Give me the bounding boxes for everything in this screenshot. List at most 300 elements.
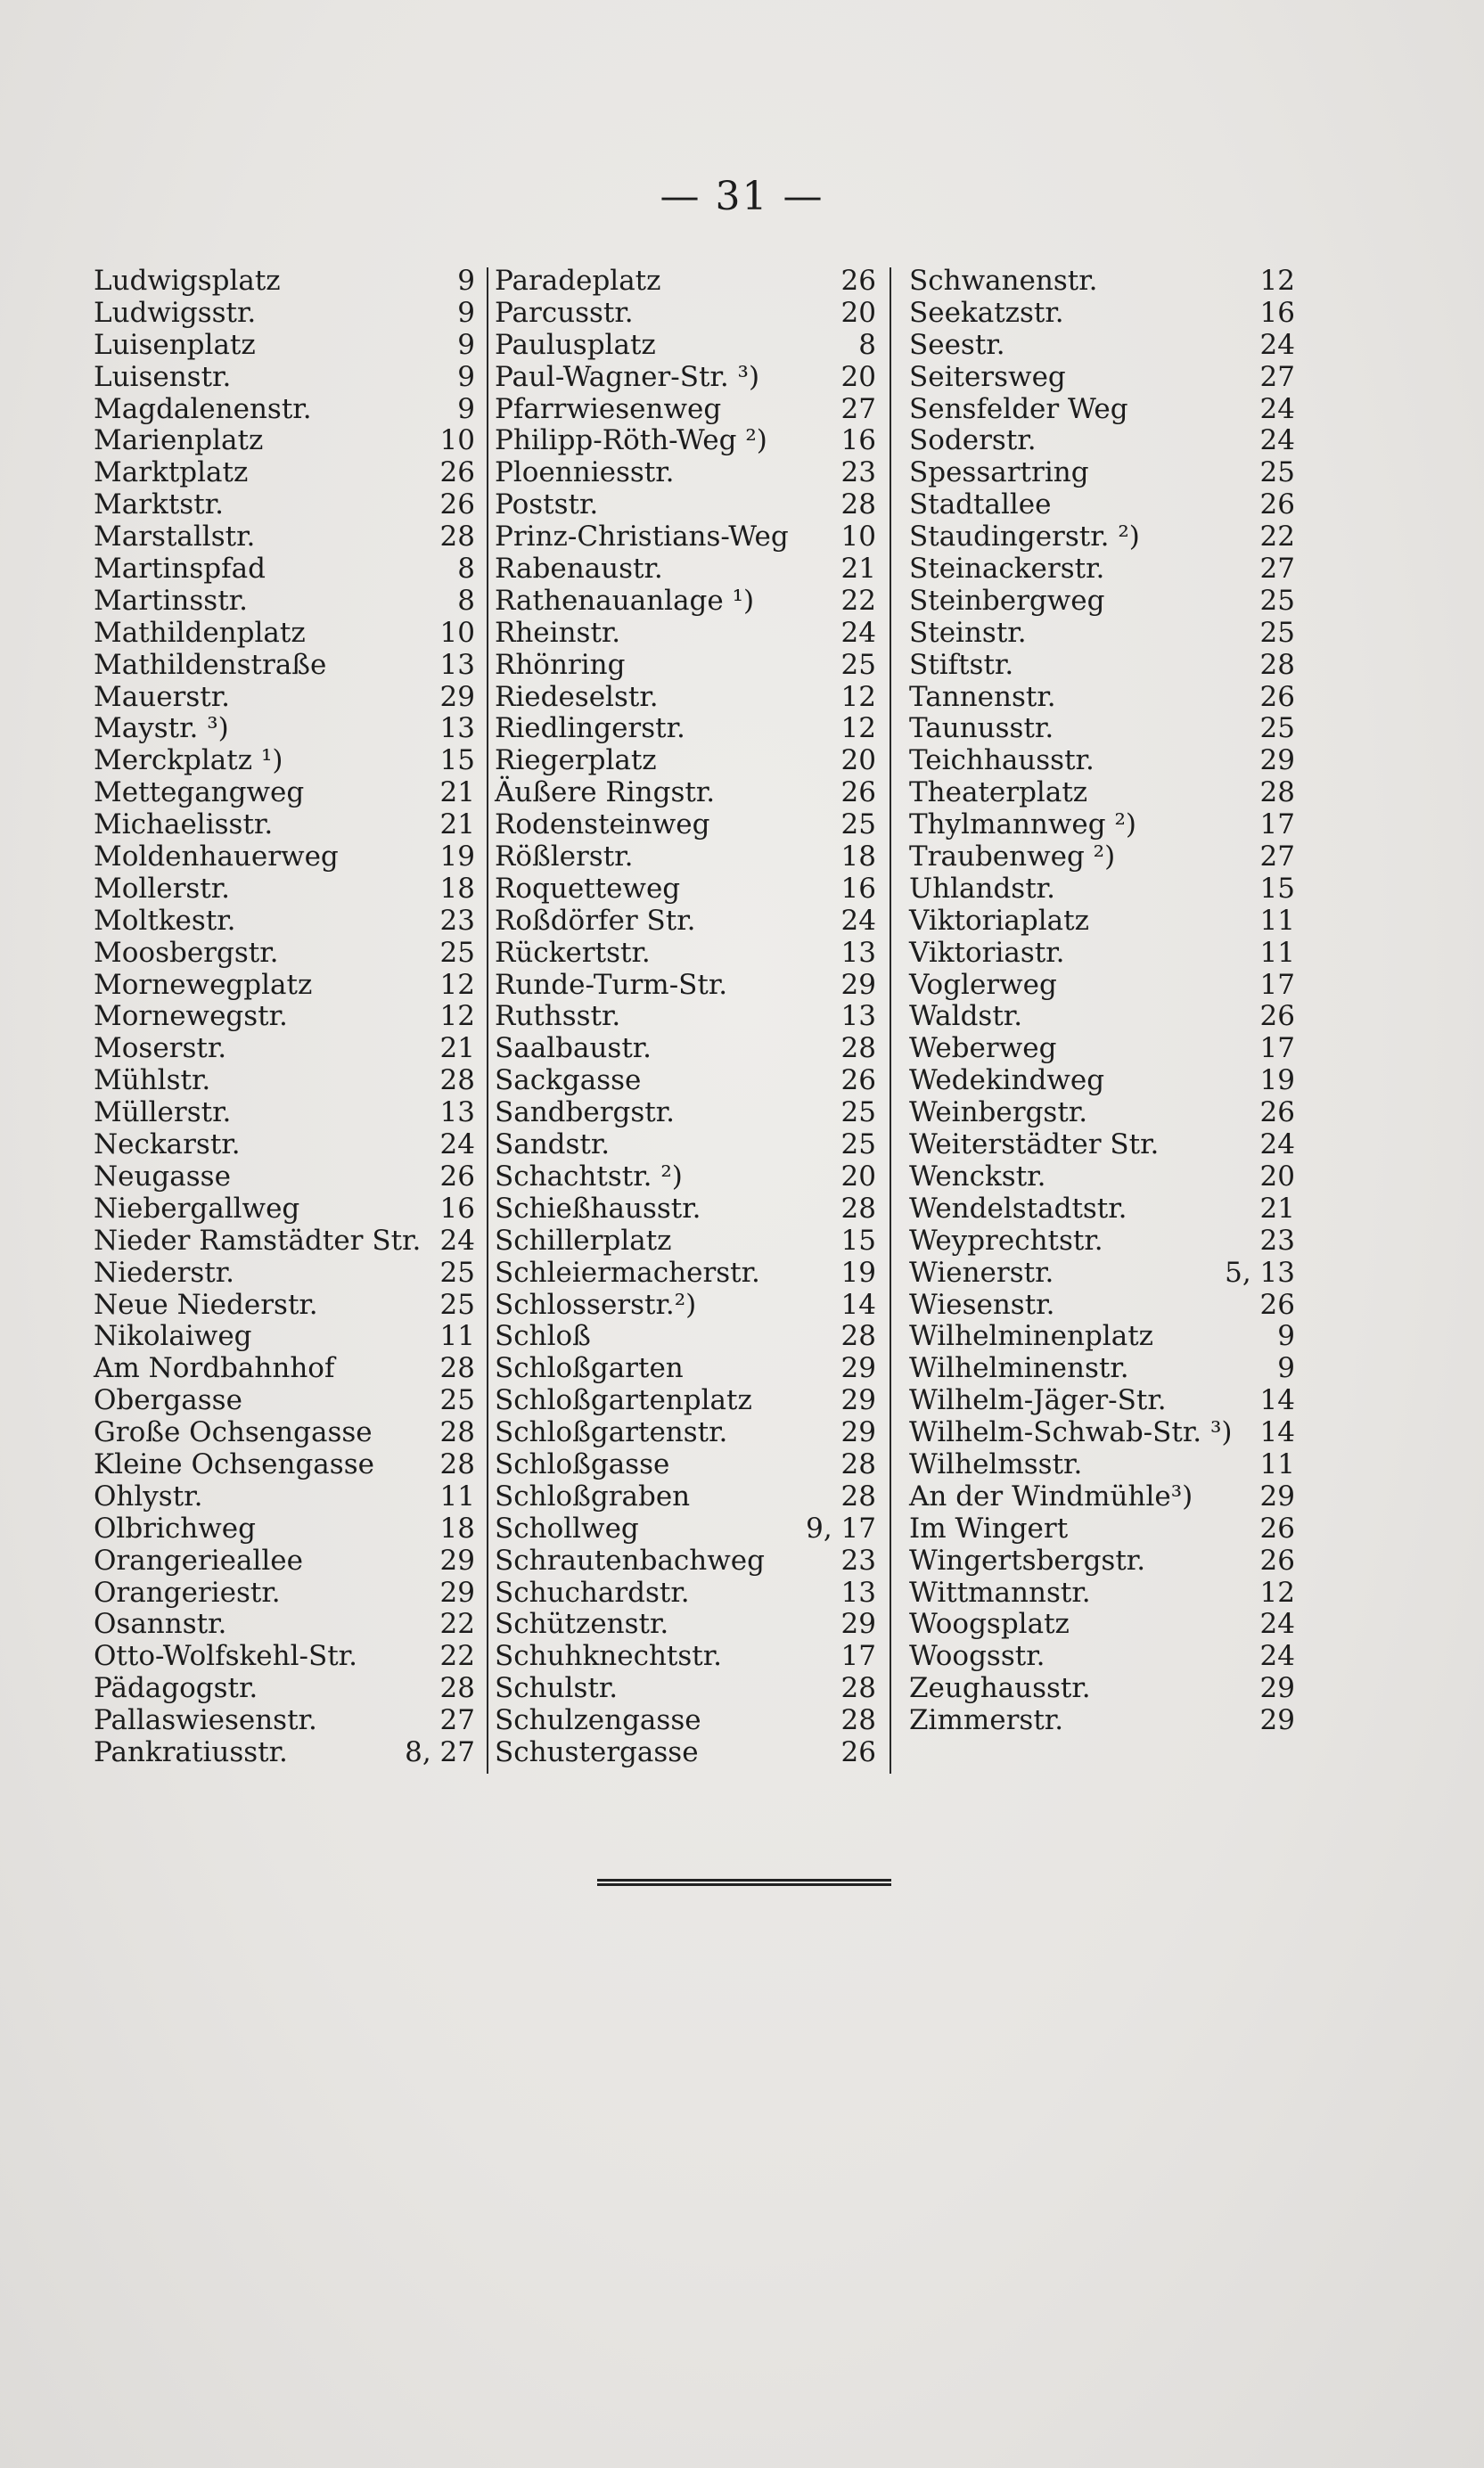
index-entry xyxy=(909,1672,1295,1705)
index-entry xyxy=(495,298,876,330)
street-name: Mathildenstraße xyxy=(94,648,327,681)
street-name: Otto-Wolfskehl-Str. xyxy=(94,1640,357,1673)
page-reference: 26 xyxy=(1259,1288,1295,1321)
street-name: Mornewegplatz xyxy=(94,968,313,1001)
page-reference: 25 xyxy=(840,1128,876,1161)
page-reference: 15 xyxy=(840,1224,876,1257)
index-entry xyxy=(495,362,876,394)
page-reference: 25 xyxy=(840,1096,876,1129)
page-reference: 9 xyxy=(1277,1352,1295,1385)
index-entry xyxy=(909,1352,1295,1385)
page-reference: 29 xyxy=(1259,1672,1295,1705)
page-reference: 26 xyxy=(840,1064,876,1097)
index-entry xyxy=(495,841,876,873)
page-reference: 24 xyxy=(1259,392,1295,425)
street-name: Wilhelmsstr. xyxy=(909,1447,1083,1480)
page-reference: 26 xyxy=(1259,1000,1295,1033)
street-name: Schloßgartenstr. xyxy=(495,1416,728,1449)
street-name: Thylmannweg ²) xyxy=(909,808,1136,841)
index-entry xyxy=(94,650,475,682)
street-name: Rodensteinweg xyxy=(495,808,710,841)
page-reference: 16 xyxy=(1259,296,1295,329)
page-reference: 20 xyxy=(840,1160,876,1193)
street-name: Moserstr. xyxy=(94,1032,227,1065)
street-name: Tannenstr. xyxy=(909,680,1056,713)
page-reference: 9 xyxy=(457,392,475,425)
index-entry xyxy=(495,457,876,489)
page-reference: 29 xyxy=(840,1352,876,1385)
street-name: Schwanenstr. xyxy=(909,265,1098,297)
street-name: Schulstr. xyxy=(495,1672,619,1705)
index-entry xyxy=(94,553,475,586)
street-name: Müllerstr. xyxy=(94,1096,232,1129)
index-entry xyxy=(94,586,475,618)
page-reference: 13 xyxy=(439,712,475,745)
street-name: Marktstr. xyxy=(94,488,224,521)
street-name: Moosbergstr. xyxy=(94,936,279,969)
index-entry xyxy=(94,362,475,394)
street-name: Parcusstr. xyxy=(495,296,634,329)
street-name: Steinackerstr. xyxy=(909,553,1105,586)
page-reference: 11 xyxy=(1259,1447,1295,1480)
street-name: Mühlstr. xyxy=(94,1064,211,1097)
page-reference: 29 xyxy=(1259,744,1295,777)
page-reference: 28 xyxy=(840,1032,876,1065)
index-entry xyxy=(94,425,475,457)
page-reference: 26 xyxy=(840,1735,876,1768)
page-reference: 26 xyxy=(1259,1544,1295,1577)
street-name: Pädagogstr. xyxy=(94,1672,258,1705)
street-name: Wilhelm-Jäger-Str. xyxy=(909,1384,1167,1417)
street-name: Wedekindweg xyxy=(909,1064,1105,1097)
street-name: Moldenhauerweg xyxy=(94,840,339,873)
index-entry xyxy=(495,1705,876,1737)
page-reference: 28 xyxy=(439,1352,475,1385)
index-entry xyxy=(94,1578,475,1610)
index-entry xyxy=(909,1160,1295,1193)
index-entry xyxy=(909,265,1295,298)
page-reference: 28 xyxy=(439,1064,475,1097)
index-entry xyxy=(909,521,1295,553)
page-reference: 19 xyxy=(840,1256,876,1289)
index-entry xyxy=(94,1129,475,1161)
index-entry xyxy=(94,1321,475,1353)
index-entry xyxy=(909,1512,1295,1546)
street-name: Uhlandstr. xyxy=(909,872,1055,905)
page-reference: 14 xyxy=(1259,1416,1295,1449)
street-name: Sandbergstr. xyxy=(495,1096,676,1129)
index-entry xyxy=(495,1033,876,1065)
page-reference: 28 xyxy=(840,1192,876,1225)
index-entry xyxy=(94,1258,475,1290)
street-name: Schloßgasse xyxy=(495,1447,670,1480)
index-entry xyxy=(909,1096,1295,1129)
page-reference: 29 xyxy=(840,1384,876,1417)
street-name: Weinbergstr. xyxy=(909,1096,1088,1129)
street-name: Niederstr. xyxy=(94,1256,235,1289)
page-reference: 9, 17 xyxy=(806,1512,876,1545)
index-entry xyxy=(909,1320,1295,1353)
street-name: Soderstr. xyxy=(909,424,1037,457)
page-reference: 12 xyxy=(439,1000,475,1033)
index-entry xyxy=(495,394,876,426)
page-reference: 11 xyxy=(1259,904,1295,937)
index-entry xyxy=(495,1161,876,1193)
page-reference: 28 xyxy=(840,1320,876,1353)
index-entry xyxy=(909,712,1295,745)
street-name: Maystr. ³) xyxy=(94,712,229,745)
index-entry xyxy=(94,1033,475,1065)
index-entry xyxy=(94,1385,475,1417)
index-entry xyxy=(495,1546,876,1578)
street-name: Neue Niederstr. xyxy=(94,1288,318,1321)
index-entry xyxy=(94,1161,475,1193)
index-entry xyxy=(909,1256,1295,1290)
street-name: Runde-Turm-Str. xyxy=(495,968,728,1001)
street-name: Wendelstadtstr. xyxy=(909,1192,1127,1225)
page-reference: 26 xyxy=(1259,1512,1295,1545)
index-entry xyxy=(94,745,475,777)
page-reference: 14 xyxy=(1259,1384,1295,1417)
index-entry xyxy=(495,650,876,682)
street-name: Neugasse xyxy=(94,1160,231,1193)
page-reference: 25 xyxy=(439,936,475,969)
index-entry xyxy=(495,618,876,650)
index-entry xyxy=(909,1224,1295,1258)
street-name: Niebergallweg xyxy=(94,1192,300,1225)
index-entry xyxy=(495,1065,876,1097)
index-entry xyxy=(94,1641,475,1673)
index-entry xyxy=(94,457,475,489)
page-reference: 22 xyxy=(840,584,876,617)
street-name: Philipp-Röth-Weg ²) xyxy=(495,424,767,457)
page-reference: 17 xyxy=(1259,1032,1295,1065)
page-reference: 13 xyxy=(840,1576,876,1609)
index-entry xyxy=(495,1258,876,1290)
street-name: Wittmannstr. xyxy=(909,1576,1091,1609)
street-name: Schloßgarten xyxy=(495,1352,684,1385)
page-reference: 24 xyxy=(439,1128,475,1161)
index-entry xyxy=(495,425,876,457)
page-reference: 23 xyxy=(1259,1224,1295,1257)
index-entry xyxy=(909,648,1295,682)
street-name: Waldstr. xyxy=(909,1000,1023,1033)
street-name: Steinstr. xyxy=(909,616,1027,649)
street-name: Ohlystr. xyxy=(94,1480,203,1513)
street-name: An der Windmühle³) xyxy=(909,1480,1193,1513)
index-entry xyxy=(495,1673,876,1705)
street-name: Mauerstr. xyxy=(94,680,230,713)
page-reference: 28 xyxy=(840,1672,876,1705)
street-name: Neckarstr. xyxy=(94,1128,241,1161)
page-reference: 29 xyxy=(840,1416,876,1449)
page-reference: 26 xyxy=(439,1160,475,1193)
index-entry xyxy=(909,1288,1295,1322)
index-entry xyxy=(94,1226,475,1258)
index-entry xyxy=(94,1065,475,1097)
page-reference: 22 xyxy=(439,1640,475,1673)
page-reference: 28 xyxy=(439,521,475,553)
index-entry xyxy=(495,713,876,745)
index-entry xyxy=(495,682,876,714)
street-name: Pfarrwiesenweg xyxy=(495,392,722,425)
index-entry xyxy=(94,394,475,426)
index-entry xyxy=(94,1673,475,1705)
page-reference: 24 xyxy=(1259,328,1295,361)
page-reference: 8 xyxy=(457,553,475,586)
index-entry xyxy=(94,1546,475,1578)
index-entry xyxy=(495,970,876,1002)
street-name: Mollerstr. xyxy=(94,872,231,905)
street-name: Schuchardstr. xyxy=(495,1576,690,1609)
street-name: Äußere Ringstr. xyxy=(495,776,716,809)
index-entry xyxy=(909,1447,1295,1481)
street-name: Pallaswiesenstr. xyxy=(94,1704,317,1737)
page-reference: 11 xyxy=(439,1320,475,1353)
index-entry xyxy=(909,456,1295,489)
page-reference: 21 xyxy=(439,1032,475,1065)
street-name: Roquetteweg xyxy=(495,872,681,905)
page-reference: 21 xyxy=(1259,1192,1295,1225)
index-entry xyxy=(909,616,1295,650)
page-reference: 5, 13 xyxy=(1225,1256,1295,1289)
street-name: Schloßgraben xyxy=(495,1480,691,1513)
page-reference: 29 xyxy=(1259,1704,1295,1737)
page-reference: 23 xyxy=(840,1544,876,1577)
street-name: Wienerstr. xyxy=(909,1256,1054,1289)
street-name: Wilhelm-Schwab-Str. ³) xyxy=(909,1416,1233,1449)
street-name: Schillerplatz xyxy=(495,1224,672,1257)
street-name: Sackgasse xyxy=(495,1064,642,1097)
page-reference: 26 xyxy=(439,456,475,489)
page-reference: 18 xyxy=(439,1512,475,1545)
index-entry xyxy=(909,488,1295,521)
index-entry xyxy=(94,713,475,745)
index-entry xyxy=(495,745,876,777)
page-reference: 10 xyxy=(439,424,475,457)
street-name: Im Wingert xyxy=(909,1512,1069,1545)
page-reference: 26 xyxy=(1259,488,1295,521)
street-name: Riegerplatz xyxy=(495,744,657,777)
index-entry xyxy=(495,1097,876,1129)
street-name: Viktoriastr. xyxy=(909,936,1065,969)
index-entry xyxy=(909,296,1295,330)
page-reference: 20 xyxy=(1259,1160,1295,1193)
street-name: Schleiermacherstr. xyxy=(495,1256,760,1289)
index-entry xyxy=(94,521,475,553)
street-name: Riedlingerstr. xyxy=(495,712,685,745)
index-entry xyxy=(94,682,475,714)
index-entry xyxy=(495,521,876,553)
index-entry xyxy=(909,360,1295,394)
street-name: Martinspfad xyxy=(94,553,266,586)
page-reference: 24 xyxy=(840,616,876,649)
index-entry xyxy=(495,1417,876,1449)
page-reference: 29 xyxy=(439,1576,475,1609)
page-reference: 16 xyxy=(840,872,876,905)
page-reference: 27 xyxy=(439,1704,475,1737)
index-entry xyxy=(495,1193,876,1226)
street-index xyxy=(94,266,1341,1781)
page-reference: 15 xyxy=(1259,872,1295,905)
street-name: Rathenauanlage ¹) xyxy=(495,584,755,617)
page-reference: 21 xyxy=(439,808,475,841)
index-entry xyxy=(94,330,475,362)
street-name: Luisenplatz xyxy=(94,328,256,361)
street-name: Saalbaustr. xyxy=(495,1032,652,1065)
index-entry xyxy=(94,809,475,841)
index-entry xyxy=(495,1609,876,1641)
street-name: Staudingerstr. ²) xyxy=(909,521,1140,553)
street-name: Stiftstr. xyxy=(909,648,1014,681)
index-entry xyxy=(495,938,876,970)
page-reference: 27 xyxy=(840,392,876,425)
index-entry xyxy=(909,424,1295,457)
street-name: Woogsstr. xyxy=(909,1640,1045,1673)
page-reference: 11 xyxy=(1259,936,1295,969)
page-reference: 19 xyxy=(1259,1064,1295,1097)
page-reference: 10 xyxy=(439,616,475,649)
index-entry xyxy=(495,489,876,521)
street-name: Mornewegstr. xyxy=(94,1000,288,1033)
street-name: Weberweg xyxy=(909,1032,1057,1065)
page-reference: 16 xyxy=(840,424,876,457)
page-reference: 21 xyxy=(439,776,475,809)
index-entry xyxy=(495,1737,876,1769)
street-name: Olbrichweg xyxy=(94,1512,256,1545)
street-name: Ruthsstr. xyxy=(495,1000,621,1033)
street-name: Merckplatz ¹) xyxy=(94,744,283,777)
page-reference: 12 xyxy=(1259,1576,1295,1609)
street-name: Mathildenplatz xyxy=(94,616,306,649)
street-name: Ludwigsplatz xyxy=(94,265,281,297)
page-reference: 16 xyxy=(439,1192,475,1225)
page-reference: 28 xyxy=(840,488,876,521)
street-name: Schlosserstr.²) xyxy=(495,1288,697,1321)
street-name: Schloßgartenplatz xyxy=(495,1384,752,1417)
page-reference: 22 xyxy=(439,1608,475,1641)
index-entry xyxy=(909,392,1295,426)
page-reference: 24 xyxy=(1259,1128,1295,1161)
page-reference: 12 xyxy=(840,680,876,713)
street-name: Spessartring xyxy=(909,456,1089,489)
closing-double-rule xyxy=(597,1879,891,1886)
page-reference: 28 xyxy=(840,1480,876,1513)
index-entry xyxy=(495,1481,876,1513)
page-reference: 25 xyxy=(1259,616,1295,649)
index-column-2 xyxy=(495,266,876,1769)
street-name: Schulzengasse xyxy=(495,1704,701,1737)
index-entry xyxy=(909,744,1295,777)
index-entry xyxy=(909,1192,1295,1226)
street-name: Martinsstr. xyxy=(94,584,248,617)
page-reference: 27 xyxy=(1259,840,1295,873)
page-reference: 9 xyxy=(457,265,475,297)
index-entry xyxy=(94,906,475,938)
page-reference: 24 xyxy=(439,1224,475,1257)
page-reference: 25 xyxy=(840,808,876,841)
page-reference: 19 xyxy=(439,840,475,873)
page-reference: 28 xyxy=(439,1672,475,1705)
street-name: Rößlerstr. xyxy=(495,840,634,873)
street-name: Wenckstr. xyxy=(909,1160,1046,1193)
page-reference: 23 xyxy=(439,904,475,937)
index-entry xyxy=(909,808,1295,841)
page-reference: 25 xyxy=(439,1384,475,1417)
page-reference: 25 xyxy=(439,1256,475,1289)
page-reference: 24 xyxy=(1259,1608,1295,1641)
page-reference: 24 xyxy=(1259,1640,1295,1673)
page-reference: 29 xyxy=(840,968,876,1001)
page-reference: 24 xyxy=(1259,424,1295,457)
page-reference: 9 xyxy=(457,360,475,393)
index-entry xyxy=(495,1321,876,1353)
street-name: Schützenstr. xyxy=(495,1608,669,1641)
index-entry xyxy=(94,1481,475,1513)
page-reference: 21 xyxy=(840,553,876,586)
index-entry xyxy=(909,1128,1295,1161)
street-name: Nikolaiweg xyxy=(94,1320,252,1353)
index-entry xyxy=(495,266,876,298)
index-entry xyxy=(909,1640,1295,1673)
page-reference: 13 xyxy=(439,648,475,681)
street-name: Paul-Wagner-Str. ³) xyxy=(495,360,760,393)
page-reference: 25 xyxy=(840,648,876,681)
page-reference: 13 xyxy=(840,936,876,969)
column-divider xyxy=(487,267,488,1774)
page-reference: 13 xyxy=(840,1000,876,1033)
index-entry xyxy=(909,904,1295,938)
index-entry xyxy=(94,1417,475,1449)
page-reference: 27 xyxy=(1259,553,1295,586)
index-entry xyxy=(495,1385,876,1417)
index-entry xyxy=(909,1064,1295,1097)
index-entry xyxy=(94,489,475,521)
index-entry xyxy=(495,1290,876,1322)
index-entry xyxy=(909,1000,1295,1033)
index-column-3 xyxy=(909,265,1295,1737)
page-reference: 26 xyxy=(1259,1096,1295,1129)
index-entry xyxy=(495,1449,876,1481)
page-reference: 29 xyxy=(840,1608,876,1641)
index-entry xyxy=(909,936,1295,970)
index-entry xyxy=(495,777,876,809)
page-reference: 26 xyxy=(840,265,876,297)
page-reference: 26 xyxy=(439,488,475,521)
index-entry xyxy=(495,1129,876,1161)
column-divider xyxy=(890,267,891,1774)
street-name: Michaelisstr. xyxy=(94,808,274,841)
index-entry xyxy=(94,1737,475,1769)
street-name: Sensfelder Weg xyxy=(909,392,1128,425)
street-name: Schustergasse xyxy=(495,1735,699,1768)
street-name: Nieder Ramstädter Str. xyxy=(94,1224,422,1257)
page-reference: 25 xyxy=(1259,584,1295,617)
street-name: Seitersweg xyxy=(909,360,1066,393)
page-reference: 12 xyxy=(840,712,876,745)
index-entry xyxy=(94,970,475,1002)
index-entry xyxy=(94,1193,475,1226)
index-entry xyxy=(495,809,876,841)
street-name: Traubenweg ²) xyxy=(909,840,1116,873)
index-entry xyxy=(909,553,1295,586)
index-entry xyxy=(94,1001,475,1033)
page-reference: 8 xyxy=(858,328,876,361)
street-name: Marstallstr. xyxy=(94,521,256,553)
page-number: — 31 — xyxy=(660,174,824,219)
page-reference: 17 xyxy=(840,1640,876,1673)
street-name: Schießhausstr. xyxy=(495,1192,701,1225)
